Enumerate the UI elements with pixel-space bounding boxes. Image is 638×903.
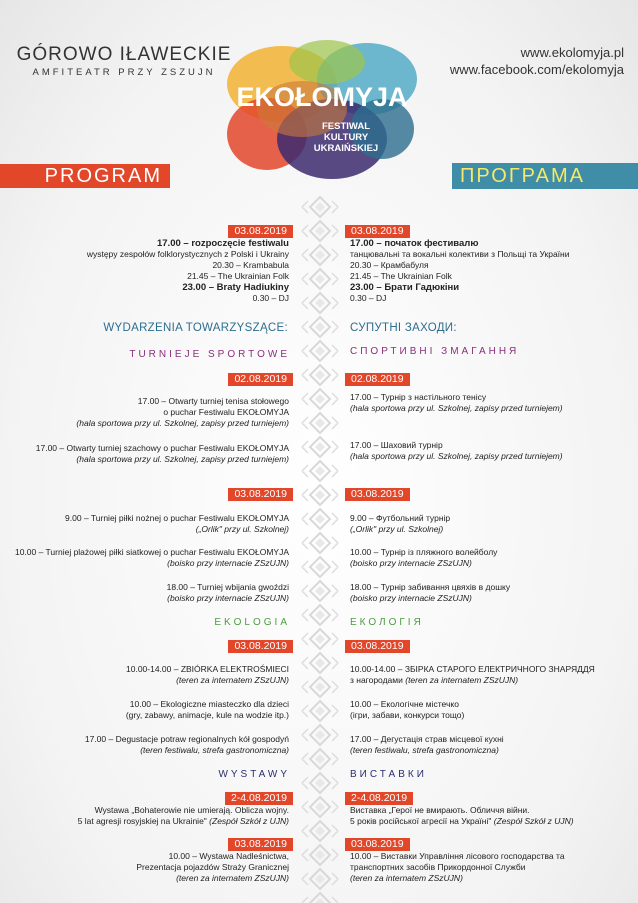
item-location: (boisko przy internacie ZSzUJN) [350,593,472,603]
program-line: 0.30 – DJ [252,293,289,303]
exhibitions-date-1-pl: 2-4.08.2019 [225,792,293,805]
program-line: 17.00 – початок фестивалю [350,238,479,249]
item-text: 5 років російської агресії на Україні" [350,816,494,826]
logo-title: EKOŁOMYJA [236,82,408,112]
item-location: (teren za internatem ZSzUJN) [405,675,519,685]
ecology-heading-ua: ЕКОЛОГІЯ [350,617,424,628]
item-text: 17.00 – Otwarty turniej tenisa stołowego [137,396,289,406]
program-line: 21.45 – The Ukrainian Folk [350,271,452,281]
sports-heading-ua: СПОРТИВНІ ЗМАГАННЯ [350,346,520,357]
main-program-ua [350,238,570,304]
item-text: 10.00 – Ekologiczne miasteczko dla dzieci [129,699,289,709]
item-text: 17.00 – Otwarty turniej szachowy o puchar Festiwalu EKOŁOMYJA [35,443,289,453]
main-date-pl: 03.08.2019 [228,225,293,238]
ecology-item-ua [350,664,595,686]
exhibition-item-ua [350,851,565,884]
program-line: танцювальні та вокальні колективи з Польщі та України [350,249,570,259]
sports-heading-pl: TURNIEJE SPORTOWE [129,349,290,360]
ecology-item-ua [350,699,464,721]
sports-date-1-ua: 02.08.2019 [345,373,410,386]
sport-item-pl [15,547,289,569]
item-text: 5 lat agresji rosyjskiej na Ukrainie" [77,816,210,826]
item-location: (Zespół Szkół z UJN) [493,816,574,826]
exhibitions-heading-pl: WYSTAWY [218,769,290,780]
facebook-link[interactable]: www.facebook.com/ekolomyja [449,62,624,77]
item-location: (Zespół Szkół z UJN) [209,816,289,826]
exhibition-item-pl [78,805,289,827]
main-program-pl [87,238,289,304]
sports-date-1-pl: 02.08.2019 [228,373,293,386]
item-text: Wystawa „Bohaterowie nie umierają. Oblicza wojny. [94,805,289,815]
links-block [450,44,624,78]
ecology-item-pl [126,699,289,721]
item-text: 18.00 – Турнір забивання цвяхів в дошку [350,582,511,592]
logo-sub-1: FESTIWAL [321,121,371,132]
program-line: 20.30 – Крамбабуля [350,260,429,270]
item-location: (hala sportowa przy ul. Szkolnej, zapisy przed turniejem) [76,418,289,428]
item-text: 17.00 – Degustacje potraw regionalnych kół gospodyń [84,734,289,744]
item-text: 10.00 – Виставки Управління лісового господарства та [350,851,565,861]
item-text: 10.00 – Wystawa Nadleśnictwa, [168,851,289,861]
events-heading-pl: WYDARZENIA TOWARZYSZĄCE: [103,322,288,334]
item-location: (teren festiwalu, strefa gastronomiczna) [350,745,499,755]
ecology-item-ua [350,734,504,756]
ecology-item-pl [85,734,289,756]
item-location: (teren za internatem ZSzUJN) [176,675,289,685]
sport-item-ua [350,392,563,414]
exhibitions-date-2-pl: 03.08.2019 [228,838,293,851]
item-text: (ігри, забави, конкурси тощо) [350,710,465,720]
sport-item-ua [350,547,497,569]
item-location: (hala sportowa przy ul. Szkolnej, zapisy przed turniejem) [76,454,289,464]
item-location: (hala sportowa przy ul. Szkolnej, zapisy przed turniejem) [350,403,563,413]
sport-item-pl [76,396,289,429]
location-block [14,44,234,78]
program-banner-pl: PROGRAM [0,164,170,188]
program-banner-ua: ПРОГРАМА [452,163,638,189]
program-line: 23.00 – Брати Гадюкіни [350,282,460,293]
item-location: (teren festiwalu, strefa gastronomiczna) [140,745,289,755]
item-text: 18.00 – Turniej wbijania gwoździ [166,582,289,592]
item-text: 10.00 – Turniej plażowej piłki siatkowej o puchar Festiwalu EKOŁOMYJA [14,547,289,557]
program-line: 0.30 – DJ [350,293,387,303]
ecology-date-pl: 03.08.2019 [228,640,293,653]
item-text: 10.00 – Турнір із пляжного волейболу [350,547,498,557]
sport-item-pl [167,582,289,604]
item-text: 17.00 – Турнір з настільного тенісу [350,392,487,402]
website-link[interactable]: www.ekolomyja.pl [520,45,624,60]
sport-item-pl [36,443,289,465]
exhibitions-heading-ua: ВИСТАВКИ [350,769,427,780]
sports-date-2-pl: 03.08.2019 [228,488,293,501]
item-text: o puchar Festiwalu EKOŁOMYJA [163,407,289,417]
events-heading-ua: СУПУТНІ ЗАХОДИ: [350,322,457,334]
item-text: 9.00 – Футбольний турнір [350,513,451,523]
ecology-heading-pl: EKOLOGIA [214,617,290,628]
sport-item-ua [350,513,450,535]
program-line: 21.45 – The Ukrainian Folk [187,271,289,281]
venue-name: AMFITEATR PRZY ZSZUJN [32,67,216,78]
item-location: (teren za internatem ZSzUJN) [176,873,289,883]
item-location: (boisko przy internacie ZSzUJN) [350,558,472,568]
exhibition-item-pl [136,851,289,884]
sport-item-ua [350,582,510,604]
item-text: 9.00 – Turniej piłki nożnej o puchar Festiwalu EKOŁOMYJA [65,513,289,523]
program-line: 17.00 – rozpoczęcie festiwalu [156,238,289,249]
logo-sub-3: UKRAIŃSKIEJ [313,143,379,154]
main-date-ua: 03.08.2019 [345,225,410,238]
exhibitions-date-2-ua: 03.08.2019 [345,838,410,851]
item-text: 17.00 – Шаховий турнір [350,440,443,450]
item-text: Виставка „Герої не вмирають. Обличчя війни. [350,805,530,815]
festival-logo [222,34,422,184]
item-location: (boisko przy internacie ZSzUJN) [167,558,289,568]
logo-sub-2: KULTURY [323,132,369,143]
program-line: występy zespołów folklorystycznych z Polski i Ukrainy [86,249,289,259]
embroidery-ornament [300,195,340,903]
sport-item-pl [65,513,289,535]
exhibitions-date-1-ua: 2-4.08.2019 [345,792,413,805]
sports-date-2-ua: 03.08.2019 [345,488,410,501]
item-text: 10.00-14.00 – ZBIÓRKA ELEKTROŚMIECI [126,664,289,674]
ecology-date-ua: 03.08.2019 [345,640,410,653]
item-location: (hala sportowa przy ul. Szkolnej, zapisy przed turniejem) [350,451,563,461]
item-text: з нагородами [350,675,406,685]
item-text: 10.00-14.00 – ЗБІРКА СТАРОГО ЕЛЕКТРИЧНОГО ЗНАРЯДДЯ [350,664,595,674]
item-location: (teren za internatem ZSzUJN) [350,873,463,883]
item-location: (boisko przy internacie ZSzUJN) [167,593,289,603]
item-text: 17.00 – Дегустація страв місцевої кухні [350,734,504,744]
item-text: 10.00 – Екологічне містечко [350,699,459,709]
item-text: транспортних засобів Прикордонної Служби [350,862,526,872]
program-line: 23.00 – Braty Hadiukiny [182,282,289,293]
item-text: Prezentacja pojazdów Straży Granicznej [136,862,289,872]
item-text: (gry, zabawy, animacje, kule na wodzie itp.) [125,710,289,720]
item-location: („Orlik" przy ul. Szkolnej) [350,524,444,534]
place-name: GÓROWO IŁAWECKIE [16,44,232,65]
item-location: („Orlik" przy ul. Szkolnej) [195,524,289,534]
exhibition-item-ua [350,805,574,827]
program-line: 20.30 – Krambabula [212,260,289,270]
ecology-item-pl [126,664,289,686]
sport-item-ua [350,440,563,462]
